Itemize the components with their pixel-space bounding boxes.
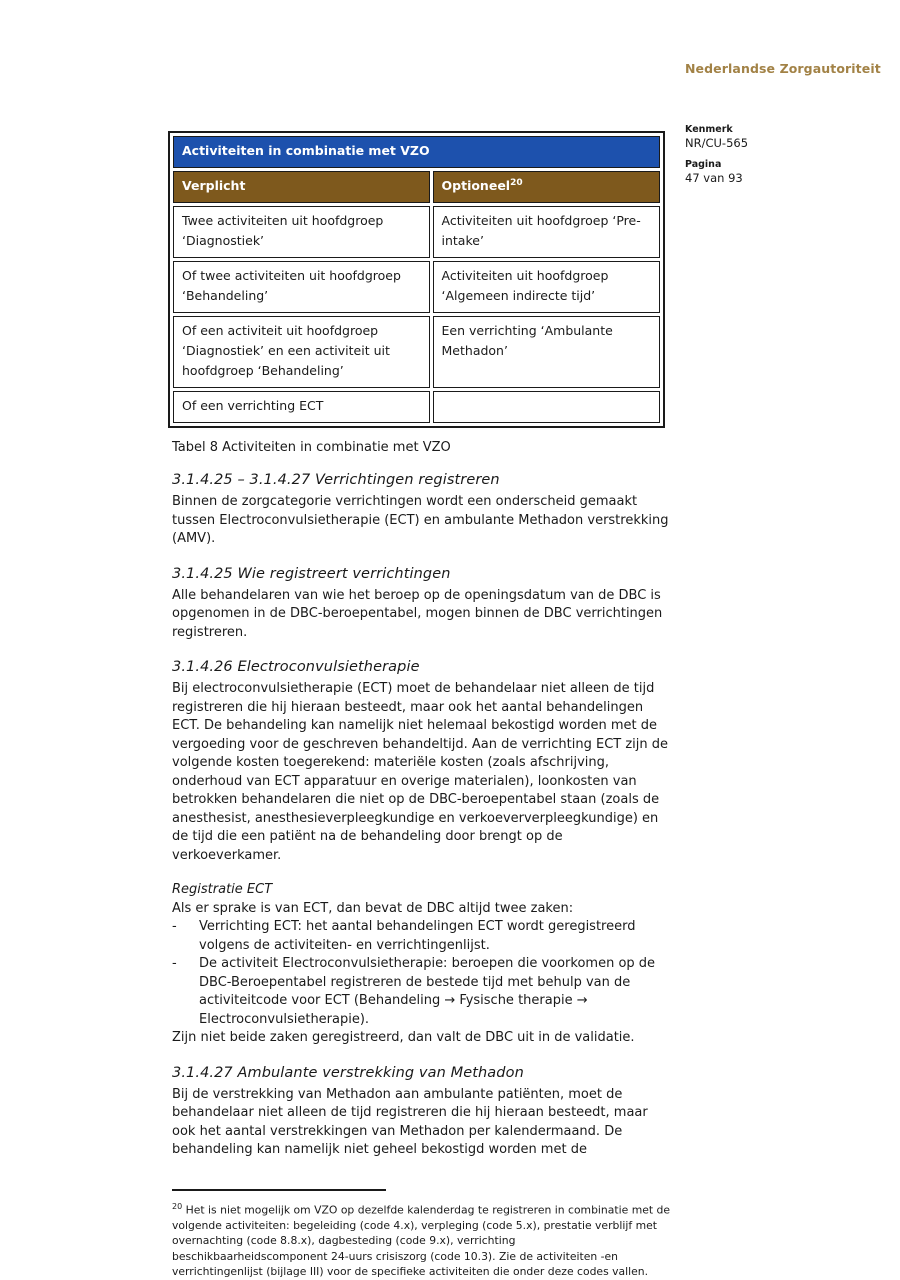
section-heading-ambulante-methadon: 3.1.4.27 Ambulante verstrekking van Methadon xyxy=(172,1064,524,1081)
cell-verplicht-1: Twee activiteiten uit hoofdgroep ‘Diagnostiek’ xyxy=(173,206,430,258)
paragraph-electroconvulsietherapie: Bij electroconvulsietherapie (ECT) moet de behandelaar niet alleen de tijd registreren die hij hieraan besteedt, maar ook het aantal behandelingen ECT. De behandeling kan namelijk niet helemaal bekostigd worden met de vergoeding voor de geschreven behandeltijd. Aan de verrichting ECT zijn de volgende kosten toegerekend: materiële kosten (zoals afschrijving, onderhoud van ECT apparatuur en overige materialen), loonkosten van betrokken behandelaren die niet op de DBC-beroepentabel staan (zoals de anesthesist, anesthesieverpleegkundige en verkoeververpleegkundige) en de tijd die een patiënt na de behandeling door brengt op de verkoeverkamer. xyxy=(172,681,669,863)
meta-pagina-value: 47 van 93 xyxy=(685,171,743,185)
table-row xyxy=(173,261,660,313)
content-column xyxy=(168,131,673,1280)
cell-verplicht-4: Of een verrichting ECT xyxy=(173,391,430,423)
cell-verplicht-3: Of een activiteit uit hoofdgroep ‘Diagnostiek’ en een activiteit uit hoofdgroep ‘Behandeling’ xyxy=(173,316,430,388)
vzo-table xyxy=(168,131,665,428)
section-heading-verrichtingen-registreren: 3.1.4.25 – 3.1.4.27 Verrichtingen registreren xyxy=(172,472,500,488)
registratie-list xyxy=(172,918,673,1029)
meta-kenmerk-value: NR/CU-565 xyxy=(685,136,749,150)
meta-kenmerk xyxy=(685,124,748,150)
dash-bullet: - xyxy=(172,956,177,971)
footnote-number: 20 xyxy=(172,1201,183,1211)
meta-kenmerk-label: Kenmerk xyxy=(685,124,733,135)
cell-optioneel-4 xyxy=(433,391,660,423)
table-row xyxy=(173,391,660,423)
table-title-row xyxy=(173,136,660,168)
cell-optioneel-3: Een verrichting ‘Ambulante Methadon’ xyxy=(433,316,660,388)
footnote-body: Het is niet mogelijk om VZO op dezelfde kalenderdag te registreren in combinatie met de volgende activiteiten: begeleiding (code 4.x), verpleging (code 5.x), prestatie verblijf met overnachting (code 8.8.x), dagbesteding (code 9.x), verrichting beschikbaarheidscomponent 24-uurs crisiszorg (code 10.3). Zie de activiteiten -en verrichtingenlijst (bijlage III) voor de specifieke activiteiten die onder deze codes vallen. xyxy=(172,1203,671,1279)
paragraph-verrichtingen-registreren: Binnen de zorgcategorie verrichtingen wordt een onderscheid gemaakt tussen Electroconvulsietherapie (ECT) en ambulante Methadon verstrekking (AMV). xyxy=(172,494,669,546)
dash-bullet: - xyxy=(172,919,177,934)
table-row xyxy=(173,316,660,388)
col-header-verplicht: Verplicht xyxy=(173,171,430,203)
list-item-text-activiteit-ect: De activiteit Electroconvulsietherapie: beroepen die voorkomen op de DBC-Beroepentabel registreren de bestede tijd met behulp van de activiteitcode voor ECT (Behandeling → Fysische therapie → Electroconvulsietherapie). xyxy=(199,956,656,1027)
table-caption: Tabel 8 Activiteiten in combinatie met VZO xyxy=(172,440,451,455)
list-item xyxy=(172,955,673,1029)
col-header-optioneel: Optioneel$^{20}$ xyxy=(433,171,660,203)
meta-pagina-label: Pagina xyxy=(685,159,722,170)
paragraph-registratie-intro: Als er sprake is van ECT, dan bevat de DBC altijd twee zaken: xyxy=(172,900,574,916)
document-meta xyxy=(685,124,748,185)
table-header-row xyxy=(173,171,660,203)
cell-optioneel-2: Activiteiten uit hoofdgroep ‘Algemeen indirecte tijd’ xyxy=(433,261,660,313)
footnote-ref-superscript: 20 xyxy=(510,177,523,188)
table-title: Activiteiten in combinatie met VZO xyxy=(173,136,660,168)
section-heading-wie-registreert: 3.1.4.25 Wie registreert verrichtingen xyxy=(172,565,451,582)
footnote-text xyxy=(172,1199,674,1280)
org-title: Nederlandse Zorgautoriteit xyxy=(685,61,881,76)
footnote-divider xyxy=(172,1189,386,1191)
paragraph-wie-registreert: Alle behandelaren van wie het beroep op de openingsdatum van de DBC is opgenomen in de DBC-beroepentabel, mogen binnen de DBC verrichtingen registreren. xyxy=(172,587,663,640)
paragraph-ambulante-methadon: Bij de verstrekking van Methadon aan ambulante patiënten, moet de behandelaar niet alleen de tijd registreren die hij hieraan besteedt, maar ook het aantal verstrekkingen van Methadon per kalendermaand. De behandeling kan namelijk niet geheel bekostigd worden met de xyxy=(172,1086,648,1157)
cell-optioneel-1: Activiteiten uit hoofdgroep ‘Pre-intake’ xyxy=(433,206,660,258)
footnote-block xyxy=(172,1189,673,1280)
meta-pagina xyxy=(685,159,748,185)
table-row xyxy=(173,206,660,258)
paragraph-registratie-outro: Zijn niet beide zaken geregistreerd, dan valt de DBC uit in de validatie. xyxy=(172,1030,635,1045)
list-item-text-verrichting-ect: Verrichting ECT: het aantal behandelingen ECT wordt geregistreerd volgens de activiteiten- en verrichtingenlijst. xyxy=(199,919,636,953)
list-item xyxy=(172,918,673,955)
subheading-registratie-ect: Registratie ECT xyxy=(172,882,273,897)
section-heading-electroconvulsietherapie: 3.1.4.26 Electroconvulsietherapie xyxy=(172,659,420,675)
cell-verplicht-2: Of twee activiteiten uit hoofdgroep ‘Behandeling’ xyxy=(173,261,430,313)
